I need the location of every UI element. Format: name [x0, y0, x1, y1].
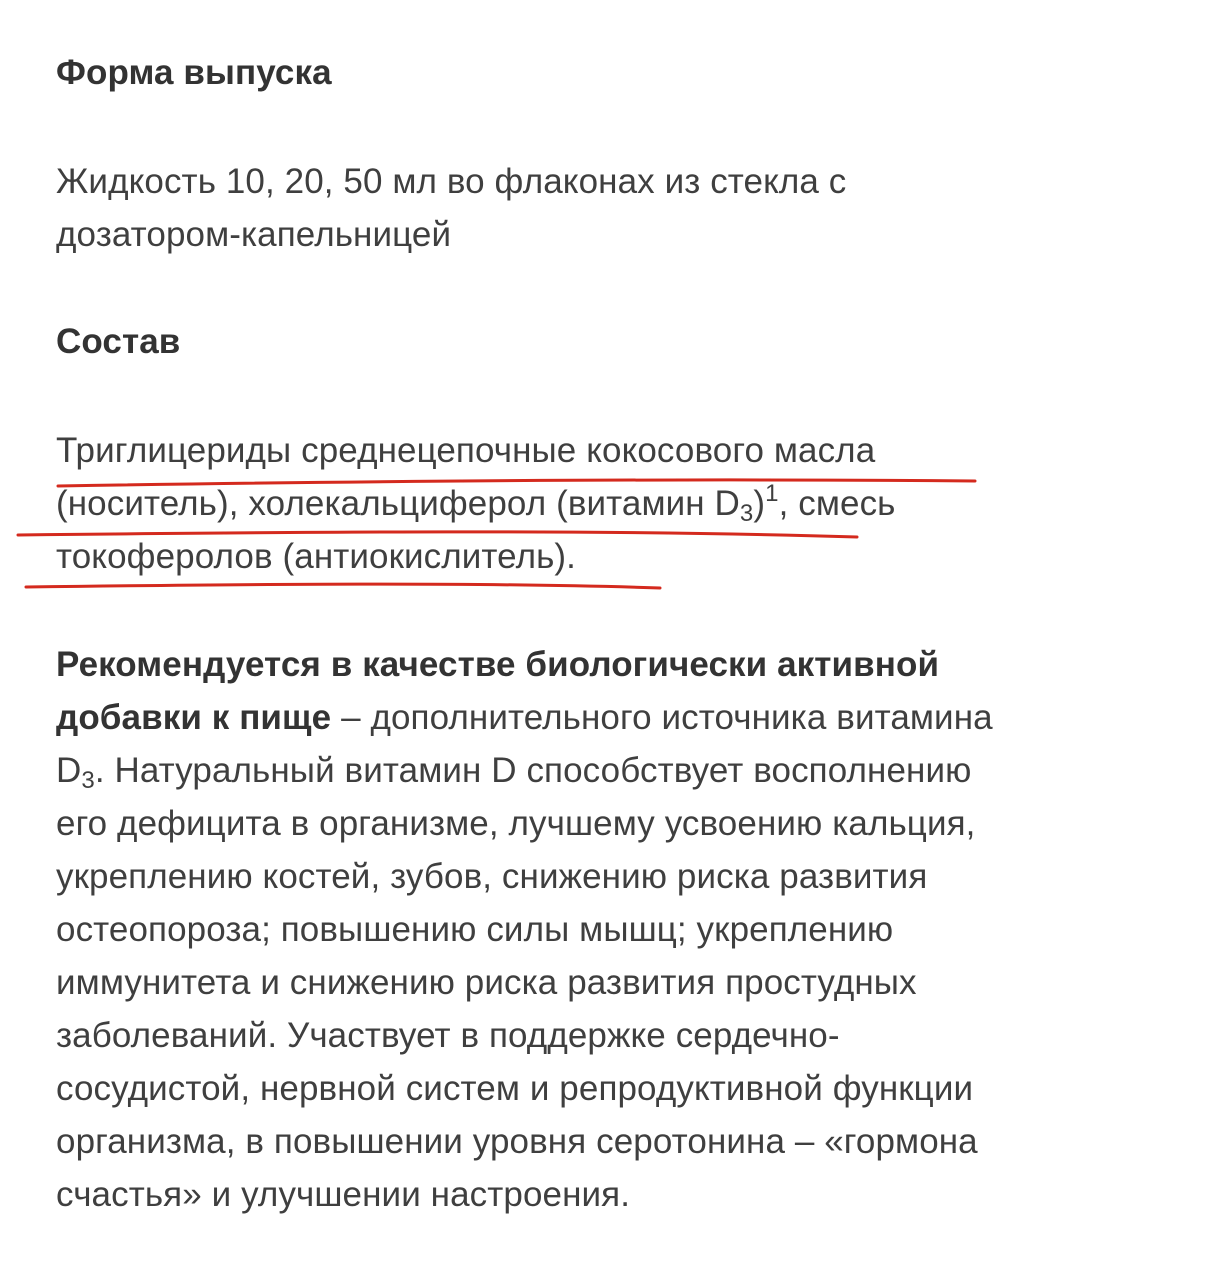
composition-line-2-part-2: )	[753, 484, 766, 523]
footnote-marker: 1	[765, 480, 779, 507]
recommendation-line-6: остеопороза; повышению силы мышц; укреплению	[56, 910, 894, 949]
composition-heading-text: Состав	[56, 322, 181, 361]
release-form-line-1: Жидкость 10, 20, 50 мл во флаконах из стекла с	[56, 162, 847, 201]
recommendation-line-3	[56, 744, 1166, 797]
recommendation-line-8: заболеваний. Участвует в поддержке сердечно-	[56, 1016, 840, 1055]
underline-stroke-3	[26, 584, 660, 588]
recommendation-line-9: сосудистой, нервной систем и репродуктивной функции	[56, 1069, 974, 1108]
composition-line-3: токоферолов (антиокислитель).	[56, 537, 577, 576]
recommendation-line-4: его дефицита в организме, лучшему усвоению кальция,	[56, 804, 976, 843]
recommendation-line-2-rest: – дополнительного источника витамина	[331, 698, 993, 737]
composition-line-1: Триглицериды среднецепочные кокосового масла	[56, 431, 876, 470]
release-form-heading-text: Форма выпуска	[56, 53, 332, 92]
composition-line-2-part-3: , смесь	[778, 484, 896, 523]
vitamin-d3-subscript: 3	[739, 500, 754, 527]
recommendation-line-5: укреплению костей, зубов, снижению риска развития	[56, 857, 928, 896]
recommendation-bold-line-2: добавки к пище	[56, 698, 332, 737]
release-form-line-2: дозатором-капельницей	[56, 215, 452, 254]
recommendation-text	[56, 638, 1166, 1221]
composition-line-2	[56, 477, 1166, 530]
recommendation-line-2	[56, 691, 1166, 744]
composition-text	[56, 424, 1166, 583]
recommendation-line-3-part-2: . Натуральный витамин D способствует восполнению	[94, 751, 972, 790]
recommendation-line-11: счастья» и улучшении настроения.	[56, 1175, 631, 1214]
recommendation-bold-line-1: Рекомендуется в качестве биологически активной	[56, 645, 940, 684]
recommendation-line-7: иммунитета и снижению риска развития простудных	[56, 963, 917, 1002]
release-form-heading	[56, 46, 1166, 99]
recommendation-line-3-part-1: D	[56, 751, 82, 790]
recommendation-line-10: организма, в повышении уровня серотонина – «гормона	[56, 1122, 978, 1161]
vitamin-d3-subscript-2: 3	[81, 767, 95, 794]
composition-heading	[56, 315, 1166, 368]
release-form-text	[56, 155, 1166, 261]
composition-line-2-part-1: (носитель), холекальциферол (витамин D	[56, 484, 740, 523]
